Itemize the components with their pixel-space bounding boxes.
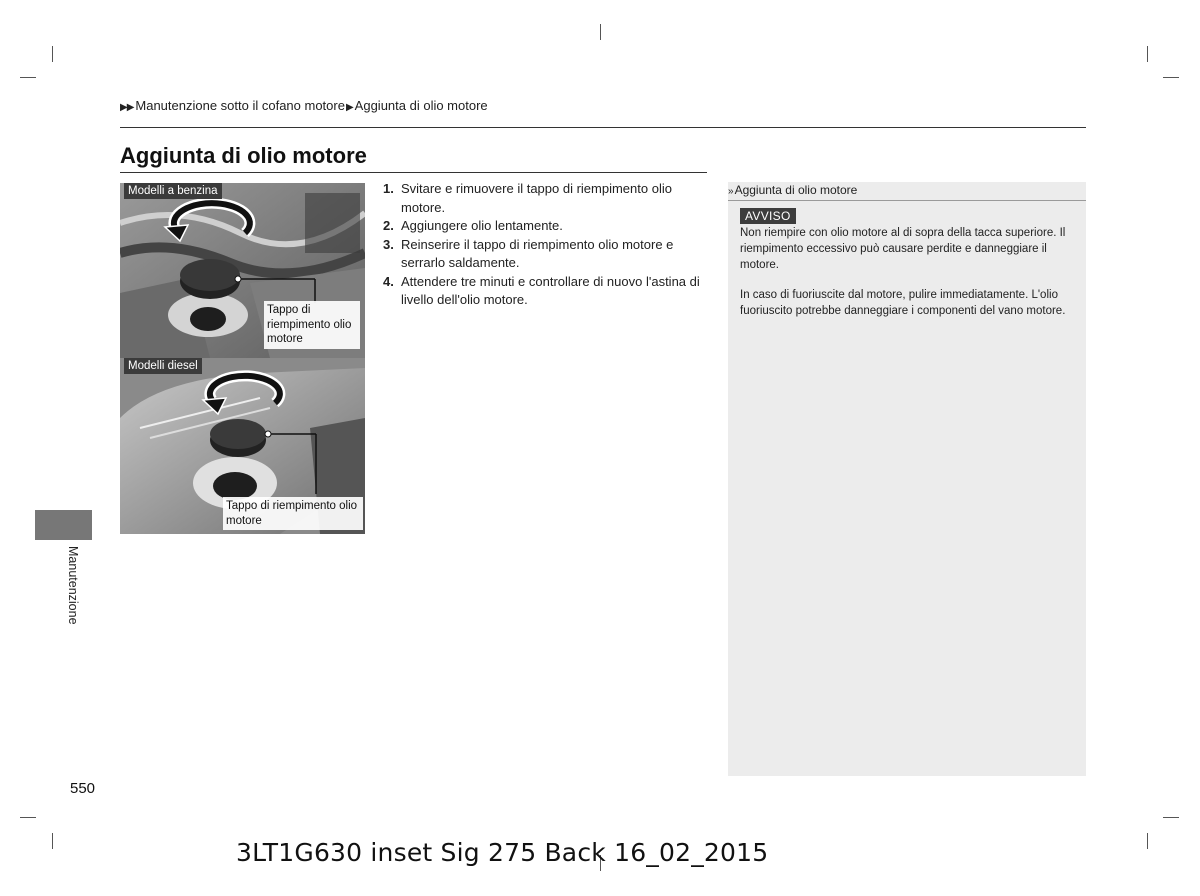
section-tab-label: Manutenzione [66,546,80,625]
figure-callout: Tappo di riempimento olio motore [223,497,363,530]
header-rule [120,127,1086,128]
figure-tag: Modelli diesel [124,358,202,374]
sidebar-heading [728,182,1086,201]
sidebar-note [728,182,1086,776]
double-chevron-right-icon: » [728,186,732,197]
crop-mark [600,24,601,40]
sidebar-heading-text: Aggiunta di olio motore [734,183,858,197]
figure-tag: Modelli a benzina [124,183,222,199]
step-number: 3. [383,236,394,252]
crop-mark [20,77,36,78]
step-text: Attendere tre minuti e controllare di nuovo l'astina di livello dell'olio motore. [401,273,700,307]
step-text: Reinserire il tappo di riempimento olio motore e serrarlo saldamente. [401,236,674,270]
step-text: Svitare e rimuovere il tappo di riempimento olio motore. [401,181,672,215]
step-text: Aggiungere olio lentamente. [401,218,563,233]
list-item [383,273,708,310]
list-item [383,217,708,236]
list-item [383,180,708,217]
crop-mark [1147,46,1148,62]
step-number: 2. [383,218,394,233]
crop-mark [52,46,53,62]
print-code: 3LT1G630 inset Sig 275 Back 16_02_2015 [236,838,769,867]
photo-petrol-engine [120,183,365,358]
title-rule [120,172,707,173]
list-item [383,236,708,273]
step-number: 4. [383,273,394,289]
note-text: In caso di fuoriuscite dal motore, pulire immediatamente. L'olio fuoriuscito potrebbe danneggiare i componenti del vano motore. [740,289,1066,317]
instruction-steps [383,180,708,310]
triangle-right-icon: ▶ [345,102,354,113]
step-number: 1. [383,181,394,196]
breadcrumb [120,98,488,113]
page-title: Aggiunta di olio motore [120,143,367,168]
photo-diesel-engine [120,358,365,534]
crop-mark [1147,833,1148,849]
notice-badge: AVVISO [740,208,796,224]
crop-mark [1163,817,1179,818]
section-tab [35,510,92,540]
crop-mark [52,833,53,849]
double-triangle-right-icon: ▶▶ [120,102,134,113]
notice-text: Non riempire con olio motore al di sopra della tacca superiore. Il riempimento eccessivo può causare perdite e danneggiare il motore. [740,227,1066,271]
figure-callout: Tappo di riempimento olio motore [264,301,360,349]
crop-mark [1163,77,1179,78]
breadcrumb-section: Manutenzione sotto il cofano motore [135,98,345,113]
crop-mark [20,817,36,818]
breadcrumb-page: Aggiunta di olio motore [354,98,488,113]
page-number: 550 [70,780,96,797]
